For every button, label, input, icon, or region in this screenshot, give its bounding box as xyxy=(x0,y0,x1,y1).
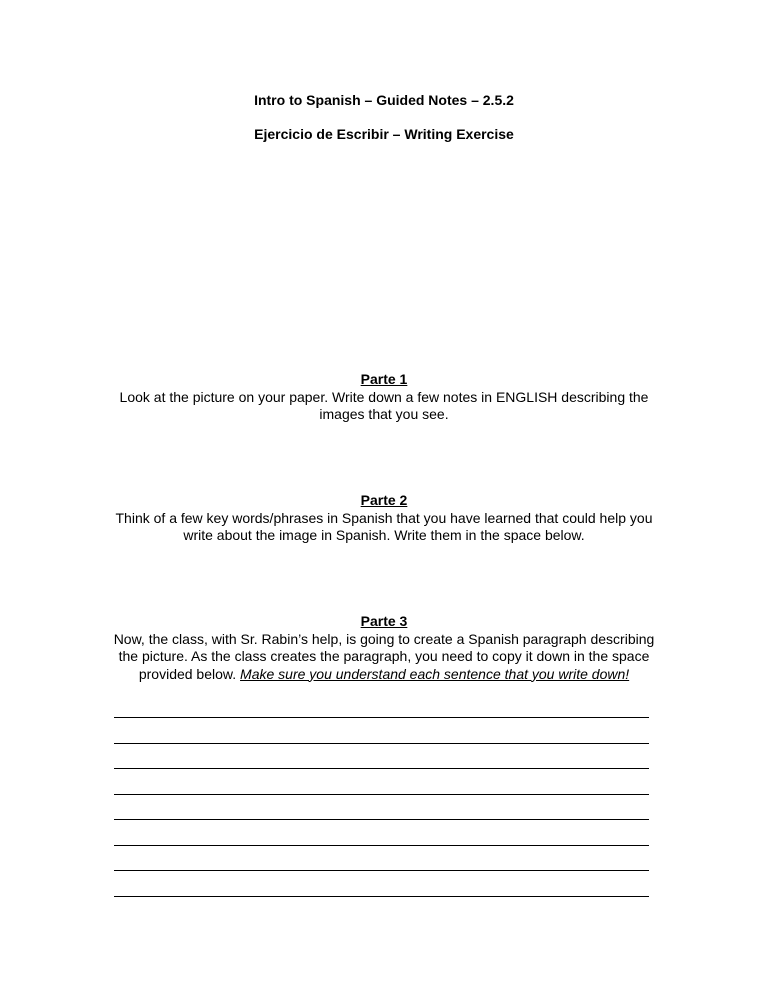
document-title: Intro to Spanish – Guided Notes – 2.5.2 xyxy=(254,92,514,108)
emphasized-instruction: Make sure you understand each sentence that you write down! xyxy=(240,665,630,682)
section-parte-1 xyxy=(108,371,660,424)
writing-line xyxy=(114,717,649,718)
writing-line xyxy=(114,896,649,897)
section-parte-3 xyxy=(108,613,660,683)
writing-line xyxy=(114,768,649,769)
section-instructions: Think of a few key words/phrases in Spanish that you have learned that could help you write about the image in Spanish. Write them in the space below. xyxy=(115,509,653,543)
writing-line xyxy=(114,845,649,846)
section-instructions: Look at the picture on your paper. Write down a few notes in ENGLISH describing the images that you see. xyxy=(119,388,649,422)
section-parte-2 xyxy=(108,492,660,545)
section-heading: Parte 2 xyxy=(360,492,408,508)
document-subtitle: Ejercicio de Escribir – Writing Exercise xyxy=(254,126,514,142)
section-instructions: Now, the class, with Sr. Rabin’s help, is going to create a Spanish paragraph describing the picture. As the class creates the paragraph, you need to copy it down in the space provided below. xyxy=(113,630,655,682)
writing-line xyxy=(114,819,649,820)
writing-line xyxy=(114,743,649,744)
writing-line xyxy=(114,870,649,871)
section-heading: Parte 3 xyxy=(360,613,408,629)
section-heading: Parte 1 xyxy=(360,371,408,387)
writing-line xyxy=(114,794,649,795)
